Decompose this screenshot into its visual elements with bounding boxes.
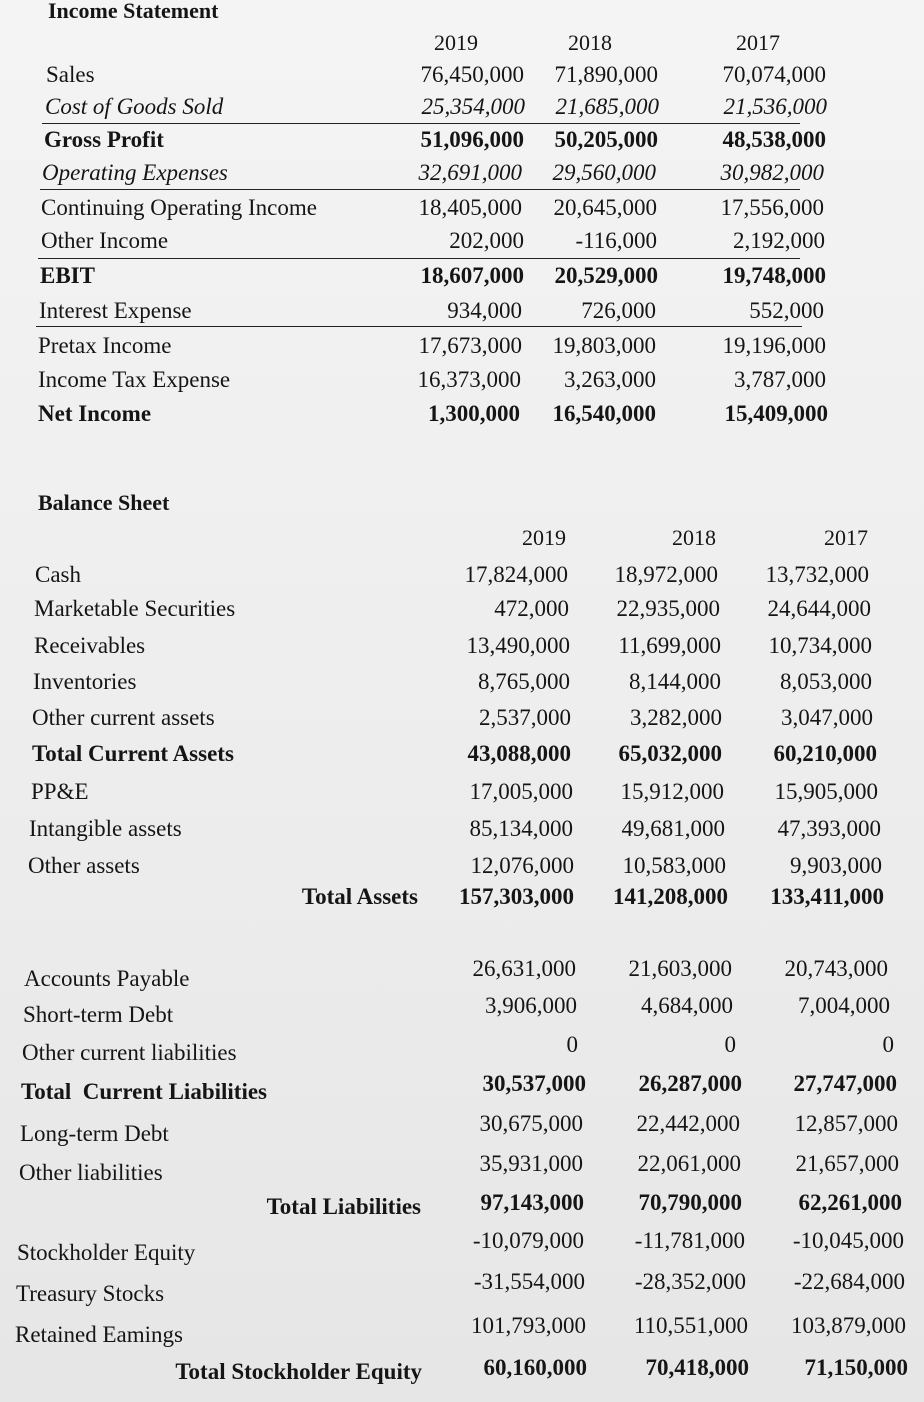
is-row-sales (46, 58, 924, 92)
value-2018: 110,551,000 (633, 1313, 748, 1338)
row-label: Long-term Debt (20, 1121, 169, 1146)
is-row-other-income (41, 224, 924, 258)
value-2019: 13,490,000 (466, 633, 570, 658)
divider-line (40, 189, 800, 190)
value-2018: 0 (724, 1032, 736, 1057)
value-2019: 30,675,000 (479, 1111, 583, 1136)
year-2019: 2019 (522, 525, 566, 550)
value-2017: 133,411,000 (770, 884, 884, 909)
is-row-cogs (45, 90, 924, 124)
value-2019: 934,000 (447, 298, 522, 323)
value-2018: 22,061,000 (637, 1151, 741, 1176)
value-2017: 47,393,000 (777, 816, 881, 841)
value-2017: 60,210,000 (773, 741, 877, 766)
value-2017: -22,684,000 (793, 1269, 905, 1294)
row-label: Other assets (28, 853, 140, 878)
row-label: EBIT (40, 263, 95, 288)
row-label: Total Assets (301, 884, 418, 909)
value-2017: 19,196,000 (722, 333, 826, 358)
value-2017: 552,000 (749, 298, 824, 323)
value-2019: 32,691,000 (418, 160, 522, 185)
value-2019: 17,824,000 (464, 562, 568, 587)
bs-row-total-assets (0, 880, 924, 914)
value-2018: 8,144,000 (629, 669, 721, 694)
value-2018: 726,000 (581, 298, 656, 323)
bs-row-other-current-liabilities (22, 1032, 924, 1070)
is-row-operating-expenses (42, 156, 924, 190)
value-2017: 7,004,000 (798, 993, 890, 1018)
row-label: Interest Expense (39, 298, 192, 323)
value-2018: 19,803,000 (552, 333, 656, 358)
bs-row-other-assets (28, 849, 924, 883)
value-2017: 20,743,000 (784, 956, 888, 981)
value-2019: 101,793,000 (471, 1313, 586, 1338)
is-row-gross-profit (44, 123, 924, 157)
value-2019: 26,631,000 (472, 956, 576, 981)
value-2019: 76,450,000 (420, 62, 524, 87)
value-2019: 18,405,000 (418, 195, 522, 220)
value-2017: 21,536,000 (723, 94, 827, 119)
row-label: Cost of Goods Sold (45, 94, 224, 119)
bs-row-ppe (31, 775, 924, 809)
is-row-income-tax-expense (38, 363, 924, 397)
value-2017: 0 (882, 1032, 894, 1057)
value-2017: 21,657,000 (795, 1151, 899, 1176)
bs-row-total-stockholder-equity (0, 1351, 924, 1385)
value-2019: 25,354,000 (421, 94, 525, 119)
bs-row-total-current-assets (32, 737, 924, 771)
value-2018: 16,540,000 (552, 401, 656, 426)
value-2019: 17,673,000 (418, 333, 522, 358)
value-2019: 60,160,000 (483, 1355, 587, 1380)
value-2019: 202,000 (449, 228, 524, 253)
value-2019: -31,554,000 (473, 1269, 585, 1294)
value-2017: 62,261,000 (798, 1190, 902, 1215)
value-2019: 18,607,000 (420, 263, 524, 288)
row-label: Pretax Income (38, 333, 172, 358)
divider-line (36, 326, 802, 327)
value-2017: 70,074,000 (722, 62, 826, 87)
value-2019: 30,537,000 (482, 1071, 586, 1096)
value-2018: -116,000 (575, 228, 657, 253)
value-2019: 3,906,000 (485, 993, 577, 1018)
value-2019: 1,300,000 (428, 401, 520, 426)
bs-row-accounts-payable (24, 956, 924, 994)
value-2017: 2,192,000 (733, 228, 825, 253)
row-label: Total Stockholder Equity (175, 1359, 422, 1384)
value-2018: 10,583,000 (622, 853, 726, 878)
row-label: Total Current Liabilities (21, 1079, 267, 1104)
value-2017: 71,150,000 (804, 1355, 908, 1380)
value-2018: 65,032,000 (618, 741, 722, 766)
row-label: Intangible assets (29, 816, 182, 841)
value-2019: 85,134,000 (469, 816, 573, 841)
value-2018: 141,208,000 (613, 884, 728, 909)
row-label: Cash (35, 562, 81, 587)
bs-row-cash (35, 558, 924, 592)
value-2018: 15,912,000 (620, 779, 724, 804)
row-label: Operating Expenses (42, 160, 228, 185)
value-2017: -10,045,000 (792, 1228, 904, 1253)
bs-row-intangible-assets (29, 812, 924, 846)
value-2017: 10,734,000 (768, 633, 872, 658)
value-2019: 157,303,000 (459, 884, 574, 909)
value-2018: 29,560,000 (552, 160, 656, 185)
value-2018: 11,699,000 (618, 633, 721, 658)
row-label: Net Income (38, 401, 152, 426)
value-2017: 3,787,000 (734, 367, 826, 392)
value-2017: 8,053,000 (780, 669, 872, 694)
value-2017: 19,748,000 (722, 263, 826, 288)
bs-row-receivables (34, 629, 924, 663)
value-2019: 12,076,000 (470, 853, 574, 878)
row-label: PP&E (31, 779, 89, 804)
value-2017: 30,982,000 (720, 160, 824, 185)
income-statement-title: Income Statement (48, 0, 219, 23)
bs-row-marketable-securities (34, 592, 924, 626)
value-2018: 18,972,000 (614, 562, 718, 587)
value-2018: 70,418,000 (645, 1355, 749, 1380)
row-label: Treasury Stocks (16, 1281, 165, 1306)
row-label: Other current assets (32, 705, 215, 730)
row-label: Other Income (41, 228, 169, 253)
value-2018: 22,442,000 (636, 1111, 740, 1136)
bs-row-other-liabilities (19, 1151, 924, 1190)
value-2018: 4,684,000 (641, 993, 733, 1018)
balance-sheet-year-header (0, 521, 924, 555)
row-label: Total Current Assets (32, 741, 234, 766)
bs-row-treasury-stocks (16, 1269, 924, 1311)
value-2018: 49,681,000 (621, 816, 725, 841)
row-label: Receivables (34, 633, 146, 658)
row-label: Total Liabilities (266, 1194, 421, 1219)
row-label: Inventories (33, 669, 137, 694)
row-label: Income Tax Expense (38, 367, 231, 392)
value-2017: 9,903,000 (790, 853, 882, 878)
value-2017: 12,857,000 (794, 1111, 898, 1136)
income-statement-year-header (0, 26, 924, 60)
value-2018: 71,890,000 (554, 62, 658, 87)
value-2018: 26,287,000 (638, 1071, 742, 1096)
value-2017: 27,747,000 (793, 1071, 897, 1096)
year-2018: 2018 (672, 525, 716, 550)
value-2019: 8,765,000 (478, 669, 570, 694)
value-2018: 20,645,000 (553, 195, 657, 220)
bs-row-other-current-assets (32, 701, 924, 735)
balance-sheet-title: Balance Sheet (38, 490, 170, 515)
year-2017: 2017 (824, 525, 868, 550)
row-label: Stockholder Equity (17, 1240, 196, 1265)
value-2019: 43,088,000 (467, 741, 571, 766)
year-2018: 2018 (568, 30, 612, 55)
value-2017: 24,644,000 (767, 596, 871, 621)
value-2018: 20,529,000 (554, 263, 658, 288)
value-2018: 70,790,000 (638, 1190, 742, 1215)
value-2017: 48,538,000 (722, 127, 826, 152)
value-2019: 17,005,000 (469, 779, 573, 804)
value-2019: 97,143,000 (480, 1190, 584, 1215)
row-label: Other current liabilities (22, 1040, 237, 1065)
value-2019: 472,000 (494, 596, 569, 621)
row-label: Sales (46, 62, 95, 87)
row-label: Retained Eamings (15, 1322, 183, 1347)
value-2019: 2,537,000 (479, 705, 571, 730)
row-label: Short-term Debt (23, 1002, 174, 1027)
is-row-ebit (40, 259, 924, 293)
is-row-interest-expense (39, 294, 924, 328)
value-2018: 21,603,000 (628, 956, 732, 981)
value-2019: -10,079,000 (472, 1228, 584, 1253)
value-2017: 103,879,000 (791, 1313, 906, 1338)
bs-row-retained-earnings (15, 1313, 924, 1352)
is-row-continuing-operating-income (41, 191, 924, 225)
row-label: Marketable Securities (34, 596, 236, 621)
value-2018: -28,352,000 (634, 1269, 746, 1294)
bs-row-short-term-debt (23, 993, 924, 1032)
value-2018: 50,205,000 (554, 127, 658, 152)
value-2018: 22,935,000 (616, 596, 720, 621)
bs-row-total-current-liabilities (21, 1071, 924, 1109)
value-2017: 15,905,000 (774, 779, 878, 804)
value-2017: 17,556,000 (720, 195, 824, 220)
bs-row-inventories (33, 665, 924, 699)
bs-row-stockholder-equity (17, 1228, 924, 1270)
year-2017: 2017 (736, 30, 780, 55)
bs-row-long-term-debt (20, 1111, 924, 1151)
row-label: Accounts Payable (24, 966, 190, 991)
value-2019: 51,096,000 (420, 127, 524, 152)
row-label: Gross Profit (44, 127, 164, 152)
value-2017: 13,732,000 (765, 562, 869, 587)
value-2019: 0 (566, 1032, 578, 1057)
row-label: Continuing Operating Income (41, 195, 317, 220)
row-label: Other liabilities (19, 1160, 163, 1185)
value-2017: 15,409,000 (724, 401, 828, 426)
is-row-net-income (38, 397, 924, 431)
year-2019: 2019 (434, 30, 478, 55)
value-2019: 16,373,000 (417, 367, 521, 392)
is-row-pretax-income (38, 329, 924, 363)
value-2018: -11,781,000 (634, 1228, 745, 1253)
value-2017: 3,047,000 (781, 705, 873, 730)
value-2019: 35,931,000 (479, 1151, 583, 1176)
bs-row-total-liabilities (0, 1186, 924, 1220)
value-2018: 3,263,000 (564, 367, 656, 392)
value-2018: 3,282,000 (630, 705, 722, 730)
value-2018: 21,685,000 (555, 94, 659, 119)
